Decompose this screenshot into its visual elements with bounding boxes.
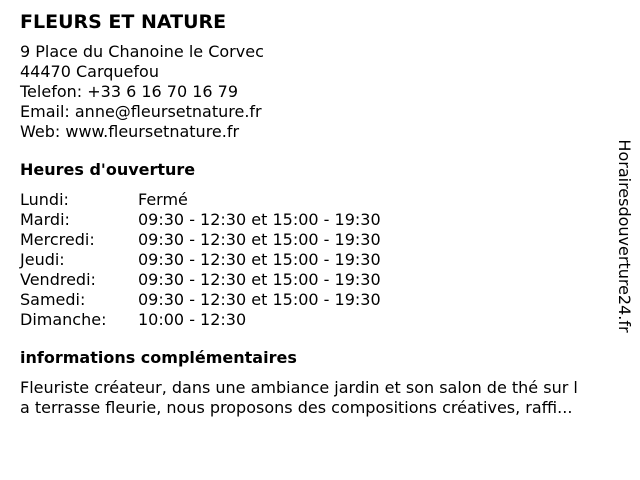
opening-hours-heading: Heures d'ouverture	[20, 160, 196, 179]
hours-row-vendredi	[20, 270, 610, 290]
day-label: Dimanche:	[20, 310, 107, 329]
day-label: Mardi:	[20, 210, 70, 229]
website-text: Web: www.fleursetnature.fr	[20, 122, 240, 141]
phone-text: Telefon: +33 6 16 70 16 79	[20, 82, 239, 101]
address-line-1: 9 Place du Chanoine le Corvec	[20, 42, 264, 61]
hours-row-dimanche	[20, 310, 610, 330]
hours-value: 09:30 - 12:30 et 15:00 - 19:30	[138, 290, 381, 309]
day-label: Jeudi:	[20, 250, 65, 269]
hours-row-mardi	[20, 210, 610, 230]
hours-value: 09:30 - 12:30 et 15:00 - 19:30	[138, 230, 381, 249]
address-line-2: 44470 Carquefou	[20, 62, 159, 81]
site-watermark: Horairesdouverture24.fr	[615, 139, 634, 333]
description-line-2: a terrasse fleurie, nous proposons des compositions créatives, raffi...	[20, 398, 573, 417]
additional-info-heading: informations complémentaires	[20, 348, 297, 367]
hours-value: 10:00 - 12:30	[138, 310, 247, 329]
description-line-1: Fleuriste créateur, dans une ambiance jardin et son salon de thé sur l	[20, 378, 578, 397]
hours-value: 09:30 - 12:30 et 15:00 - 19:30	[138, 250, 381, 269]
hours-row-lundi	[20, 190, 610, 210]
day-label: Mercredi:	[20, 230, 95, 249]
hours-value: Fermé	[138, 190, 188, 209]
business-card	[20, 10, 610, 418]
hours-value: 09:30 - 12:30 et 15:00 - 19:30	[138, 210, 381, 229]
hours-value: 09:30 - 12:30 et 15:00 - 19:30	[138, 270, 381, 289]
hours-row-mercredi	[20, 230, 610, 250]
business-description	[20, 378, 622, 418]
email-text: Email: anne@fleursetnature.fr	[20, 102, 262, 121]
day-label: Vendredi:	[20, 270, 96, 289]
hours-row-samedi	[20, 290, 610, 310]
hours-row-jeudi	[20, 250, 610, 270]
day-label: Lundi:	[20, 190, 69, 209]
day-label: Samedi:	[20, 290, 86, 309]
business-name: FLEURS ET NATURE	[20, 11, 227, 33]
